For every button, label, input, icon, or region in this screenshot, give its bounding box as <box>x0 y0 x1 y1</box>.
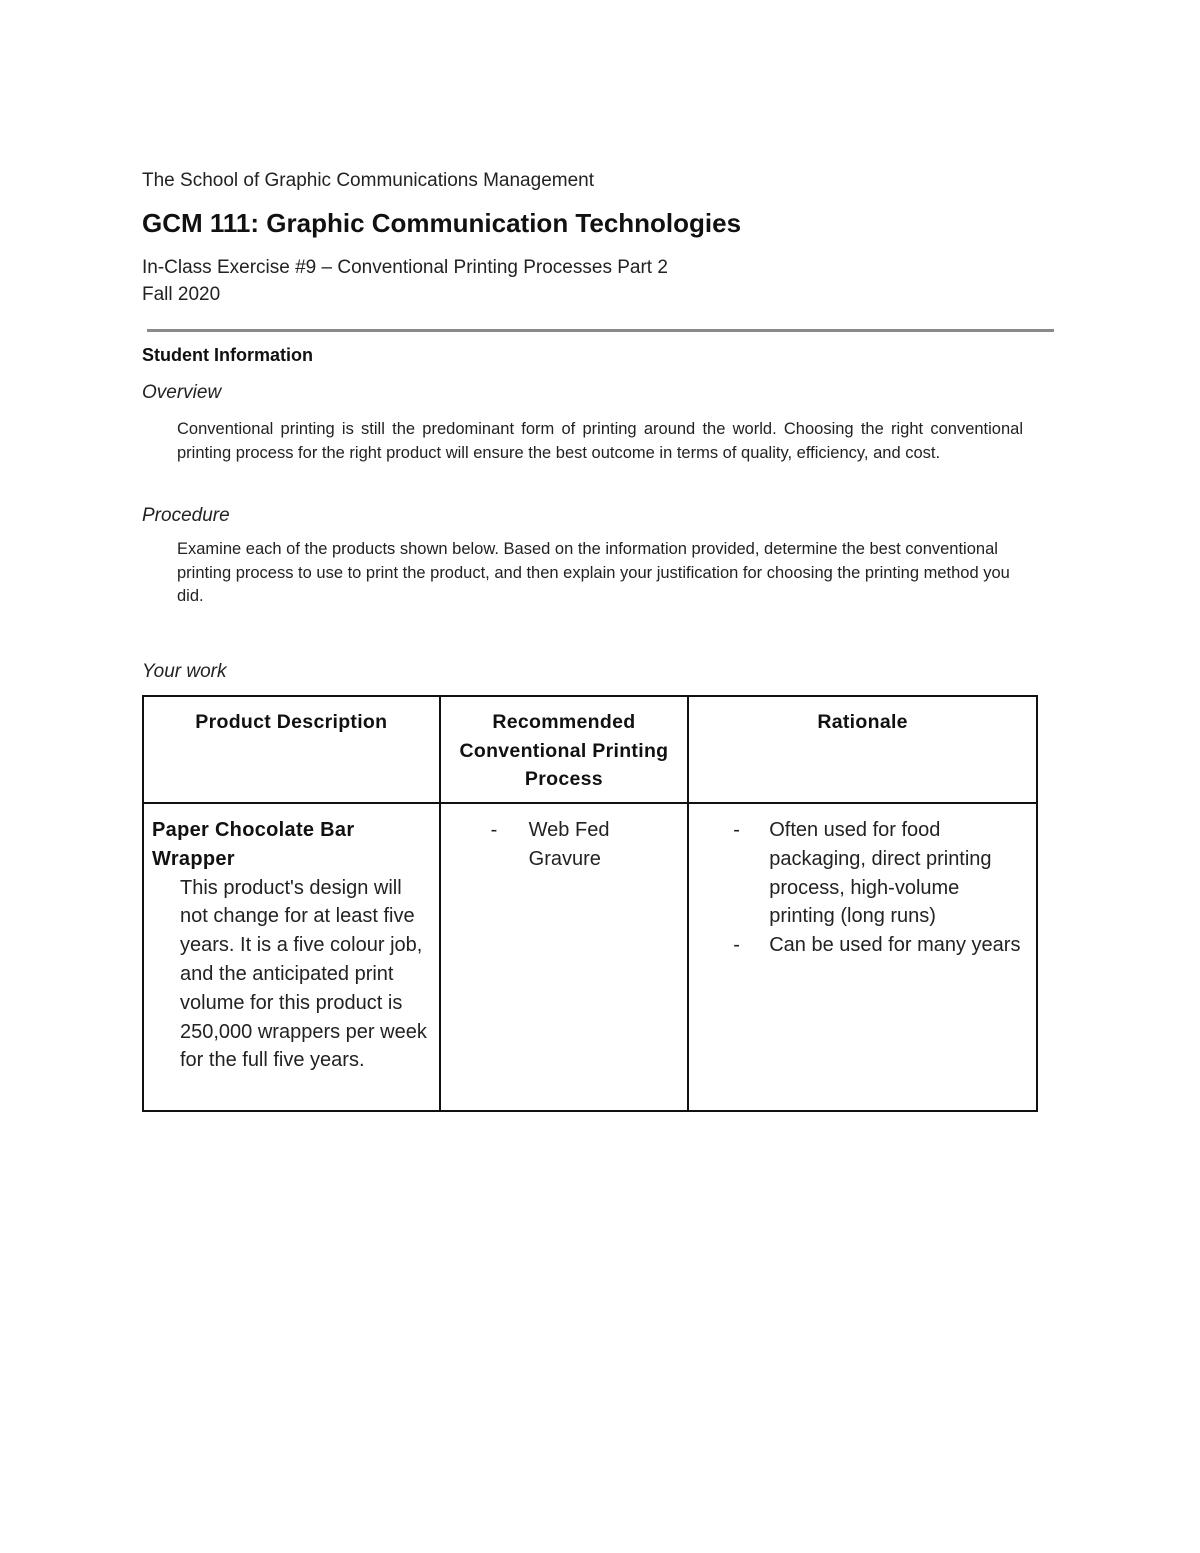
work-table <box>142 695 1038 1112</box>
procedure-body: Examine each of the products shown below. Based on the information provided, determine the best conventional printing process to use to print the product, and then explain your justification for choosing the printing method you did. <box>177 540 1010 605</box>
student-info-heading: Student Information <box>142 345 313 365</box>
your-work-heading: Your work <box>142 661 227 682</box>
column-header-recommended-process: Recommended Conventional Printing Process <box>440 696 689 803</box>
rationale-cell <box>688 803 1037 1111</box>
list-item <box>449 816 680 874</box>
list-item <box>697 931 1028 960</box>
dash-bullet: - <box>490 819 498 841</box>
column-header-product-description: Product Description <box>143 696 440 803</box>
dash-bullet: - <box>733 934 740 957</box>
table-header-row <box>143 696 1037 803</box>
school-name: The School of Graphic Communications Management <box>142 170 595 191</box>
rationale-point: Can be used for many years <box>769 934 1021 957</box>
rationale-point: Often used for food packaging, direct printing process, high-volume printing (long runs) <box>769 819 992 928</box>
table-row <box>143 803 1037 1111</box>
product-description: This product's design will not change for at least five years. It is a five colour job, and the anticipated print volume for this product is 250,000 wrappers per week for the full five years. <box>180 876 427 1072</box>
term-label: Fall 2020 <box>142 284 221 305</box>
overview-heading: Overview <box>142 382 222 403</box>
recommended-process-value: Web Fed Gravure <box>528 819 610 870</box>
product-name: Paper Chocolate Bar Wrapper <box>152 819 355 870</box>
procedure-heading: Procedure <box>142 505 230 526</box>
dash-bullet: - <box>733 819 740 841</box>
recommended-process-list <box>449 816 680 874</box>
recommended-process-cell <box>440 803 689 1111</box>
exercise-title: In-Class Exercise #9 – Conventional Printing Processes Part 2 <box>142 257 668 278</box>
rationale-list <box>697 816 1028 960</box>
list-item <box>697 816 1028 931</box>
overview-body: Conventional printing is still the predominant form of printing around the world. Choosing the right conventional printing process for the right product will ensure the best outcome in terms of quality, efficiency, and cost. <box>177 420 1023 462</box>
horizontal-divider <box>147 329 1054 332</box>
column-header-rationale: Rationale <box>688 696 1037 803</box>
product-cell <box>143 803 440 1111</box>
course-title: GCM 111: Graphic Communication Technologies <box>142 208 742 238</box>
